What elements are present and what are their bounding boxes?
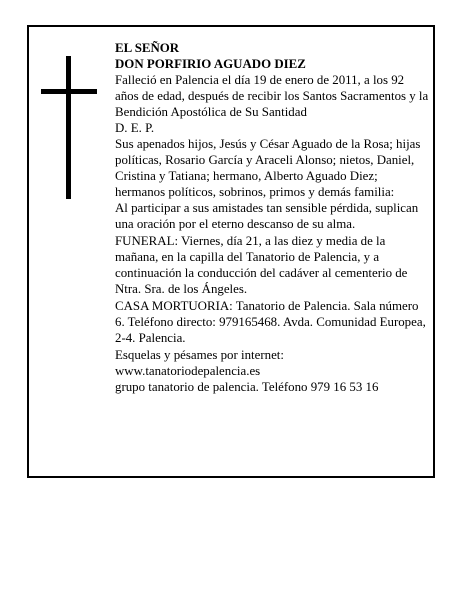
deceased-name: DON PORFIRIO AGUADO DIEZ (115, 57, 306, 71)
death-details: Falleció en Palencia el día 19 de enero de 2011, a los 92 años de edad, después de recibir los Santos Sacramentos y la Bendición Apostólica de Su Santidad (115, 73, 429, 119)
notice-heading: EL SEÑOR (115, 41, 180, 55)
latin-cross-icon (41, 56, 97, 199)
rest-in-peace: D. E. P. (115, 121, 155, 135)
obituary-notice (27, 25, 435, 478)
website-link[interactable]: www.tanatoriodepalencia.es (115, 364, 261, 378)
notice-text (115, 40, 429, 395)
prayer-request: Al participar a sus amistades tan sensible pérdida, suplican una oración por el eterno descanso de su alma. (115, 201, 419, 231)
funeral-details: FUNERAL: Viernes, día 21, a las diez y media de la mañana, en la capilla del Tanatorio de Palencia, y a continuación la conducción del cadáver al cementerio de Ntra. Sra. de los Ángeles. (115, 234, 408, 296)
internet-label: Esquelas y pésames por internet: (115, 348, 284, 362)
mortuary-details: CASA MORTUORIA: Tanatorio de Palencia. Sala número 6. Teléfono directo: 979165468. Avda. Comunidad Europea, 2-4. Palencia. (115, 299, 426, 345)
cross-horizontal-bar (41, 89, 97, 94)
cross-vertical-bar (66, 56, 71, 199)
contact-line: grupo tanatorio de palencia. Teléfono 979 16 53 16 (115, 380, 379, 394)
family-members: Sus apenados hijos, Jesús y César Aguado de la Rosa; hijas políticas, Rosario García y Araceli Alonso; nietos, Daniel, Cristina y Tatiana; hermano, Alberto Aguado Diez; hermanos políticos, sobrinos, primos y demás familia: (115, 137, 421, 199)
